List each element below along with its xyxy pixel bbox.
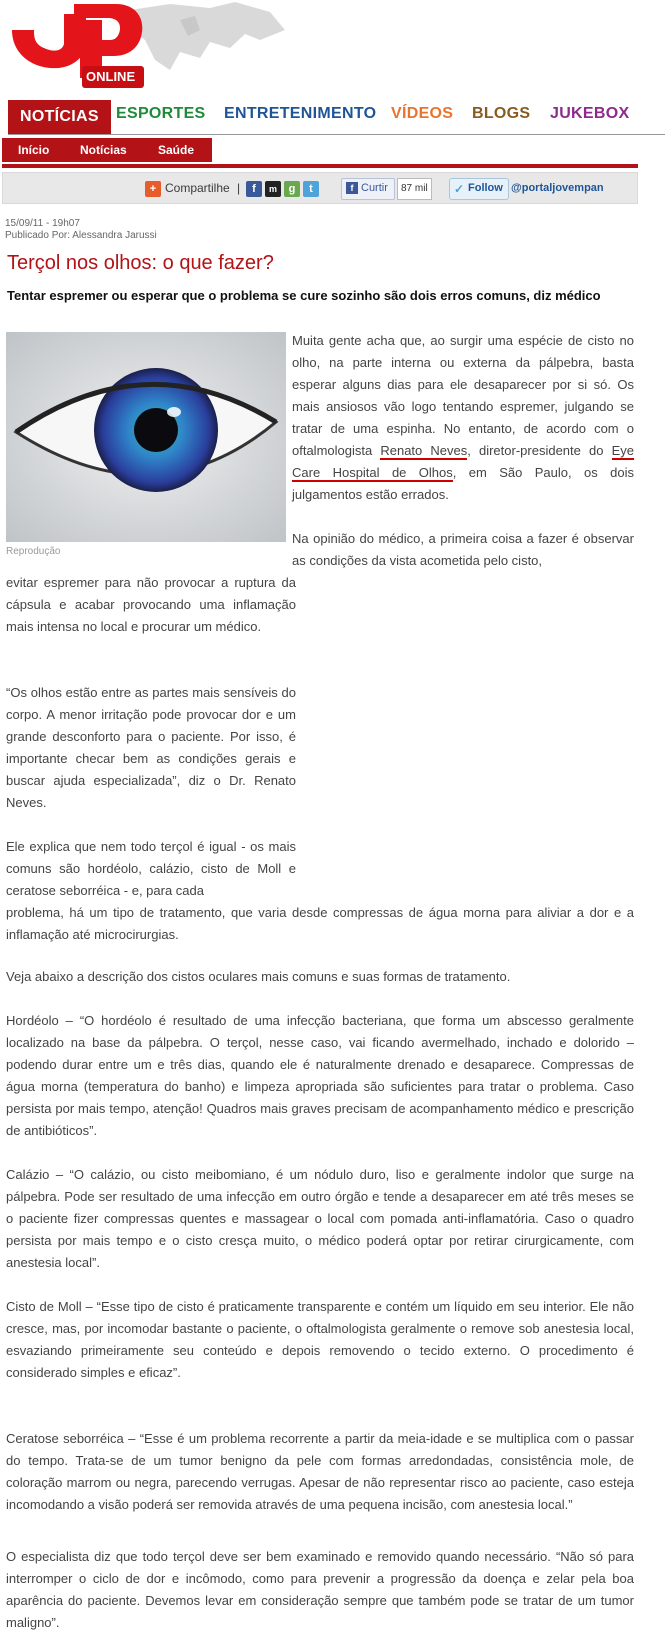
paragraph-ceratose: Ceratose seborréica – “Esse é um problema recorrente a partir da meia-idade e se multiplica com o passar do tempo. Trata-se de um tumor benigno da pele com formas arredondadas, consistência mole, de coloração marrom ou negra, parecendo verrugas. Apesar de não representar risco ao paciente, caso esteja incomodando a visão poderá ser removida através de uma pequena incisão, com anestesia local.”	[6, 1431, 634, 1512]
p1-text-b: , diretor-presidente do	[467, 443, 612, 458]
plus-icon[interactable]: +	[145, 181, 161, 197]
eye-image	[6, 332, 286, 542]
header-divider	[2, 164, 638, 168]
facebook-icon[interactable]: f	[246, 181, 262, 197]
paragraph-2-left: evitar espremer para não provocar a ruptura da cápsula e acabar provocando uma inflamação mais intensa no local e procurar um médico.	[6, 575, 296, 634]
site-header	[0, 0, 665, 96]
article-meta	[5, 218, 157, 242]
nav-item-esportes[interactable]: ESPORTES	[116, 105, 206, 122]
link-renato-neves[interactable]: Renato Neves	[380, 443, 468, 458]
paragraph-1	[292, 330, 634, 506]
paragraph-conclusion: O especialista diz que todo terçol deve ser bem examinado e removido quando necessário. “Não só para interromper o ciclo de dor e incômodo, como para prevenir a progressão da doença e zelar pela boa aparência do paciente. Devemos levar em consideração sempre que também pode se tratar de um tumor maligno”.	[6, 1549, 634, 1630]
paragraph-5: Veja abaixo a descrição dos cistos oculares mais comuns e suas formas de tratamento.	[6, 969, 511, 984]
nav-item-videos[interactable]: VÍDEOS	[391, 105, 454, 122]
like-label: Curtir	[361, 182, 388, 194]
nav-item-noticias[interactable]: NOTÍCIAS	[8, 100, 111, 134]
p1-text-a: Muita gente acha que, ao surgir uma espécie de cisto no olho, na parte interna ou externa da pálpebra, basta esperar alguns dias para ele desaparecer por si só. Os mais ansiosos vão logo tentando espremer, julgando se tratar de uma espinha. No entanto, de acordo com o oftalmologista	[292, 333, 634, 458]
myspace-icon[interactable]: m	[265, 181, 281, 197]
facebook-like-icon: f	[346, 182, 358, 194]
paragraph-calazio: Calázio – “O calázio, ou cisto meibomiano, é um nódulo duro, liso e geralmente indolor que surge na pálpebra. Pode ser resultado de uma infecção em outro órgão e tende a desaparecer em até três meses se o paciente fizer compressas quentes e massagear o local com pomada anti-inflamatória. Caso o quadro persista por mais tempo e o cisto cresça muito, o médico poderá optar por retirar cirurgicamente, com anestesia local”.	[6, 1167, 634, 1270]
paragraph-4-full: problema, há um tipo de tratamento, que varia desde compressas de água morna para aliviar a dor e a inflamação até microcirurgias.	[6, 905, 634, 942]
share-bar	[2, 172, 638, 204]
publish-date: 15/09/11 - 19h07	[5, 218, 80, 229]
twitter-bird-icon: ✓	[454, 182, 465, 196]
nav-item-entretenimento[interactable]: ENTRETENIMENTO	[224, 105, 377, 122]
breadcrumb-saude[interactable]: Saúde	[142, 138, 212, 162]
breadcrumb-noticias[interactable]: Notícias	[64, 138, 142, 162]
nav-item-blogs[interactable]: BLOGS	[472, 105, 531, 122]
logo-online-text: ONLINE	[86, 69, 136, 84]
main-nav	[8, 100, 665, 135]
share-label[interactable]: Compartilhe	[165, 181, 230, 195]
twitter-handle[interactable]: @portaljovempan	[511, 182, 604, 194]
article-subtitle: Tentar espremer ou esperar que o problema se cure sozinho são dois erros comuns, diz médico	[7, 288, 601, 303]
paragraph-cisto-moll: Cisto de Moll – “Esse tipo de cisto é praticamente transparente e contém um líquido em seu interior. Ele não cresce, mas, por incomodar bastante o paciente, o oftalmologista geralmente o remove sob anestesia local, esvaziando primeiramente seu conteúdo e depois removendo o tecido externo. O procedimento é considerado simples e eficaz”.	[6, 1299, 634, 1380]
photo-caption: Reprodução	[6, 546, 61, 557]
follow-label: Follow	[468, 182, 503, 194]
like-count: 87 mil	[397, 178, 432, 200]
paragraph-3: “Os olhos estão entre as partes mais sensíveis do corpo. A menor irritação pode provocar dor e um grande desconforto para o paciente. Por isso, é importante checar bem as condições gerais e buscar ajuda especializada”, diz o Dr. Renato Neves.	[6, 685, 296, 810]
paragraph-hordeolo: Hordéolo – “O hordéolo é resultado de uma infecção bacteriana, que forma um abscesso geralmente localizado na base da pálpebra. O terçol, nesse caso, vai ficando avermelhado, inchado e dolorido – podendo durar entre um e três dias, quando ele é naturalmente drenado e desaparece. Compressas de água morna (temperatura do banho) e limpeza apropriada são suficientes para tratar o problema. Caso persista por mais tempo, atenção! Quadros mais graves precisam de acompanhamento médico e prescrição de antibióticos”.	[6, 1013, 634, 1138]
like-button[interactable]	[341, 178, 395, 200]
article-title: Terçol nos olhos: o que fazer?	[7, 252, 274, 274]
paragraph-4-left: Ele explica que nem todo terçol é igual - os mais comuns são hordéolo, calázio, cisto de Moll e ceratose seborréica - e, para cada	[6, 839, 296, 898]
link-eye-care-hospital[interactable]: Eye Care Hospital de Olhos	[292, 443, 634, 480]
follow-button[interactable]	[449, 178, 509, 200]
breadcrumb-inicio[interactable]: Início	[2, 138, 64, 162]
paragraph-2-right: Na opinião do médico, a primeira coisa a fazer é observar as condições da vista acometida pelo cisto,	[292, 531, 634, 568]
nav-item-jukebox[interactable]: JUKEBOX	[550, 105, 630, 122]
p1-text-c: , em São Paulo, os dois julgamentos estão errados.	[292, 465, 634, 502]
google-icon[interactable]: g	[284, 181, 300, 197]
twitter-icon[interactable]: t	[303, 181, 319, 197]
article-photo	[6, 332, 286, 542]
share-separator: |	[237, 181, 241, 195]
author-line: Publicado Por: Alessandra Jarussi	[5, 230, 157, 241]
